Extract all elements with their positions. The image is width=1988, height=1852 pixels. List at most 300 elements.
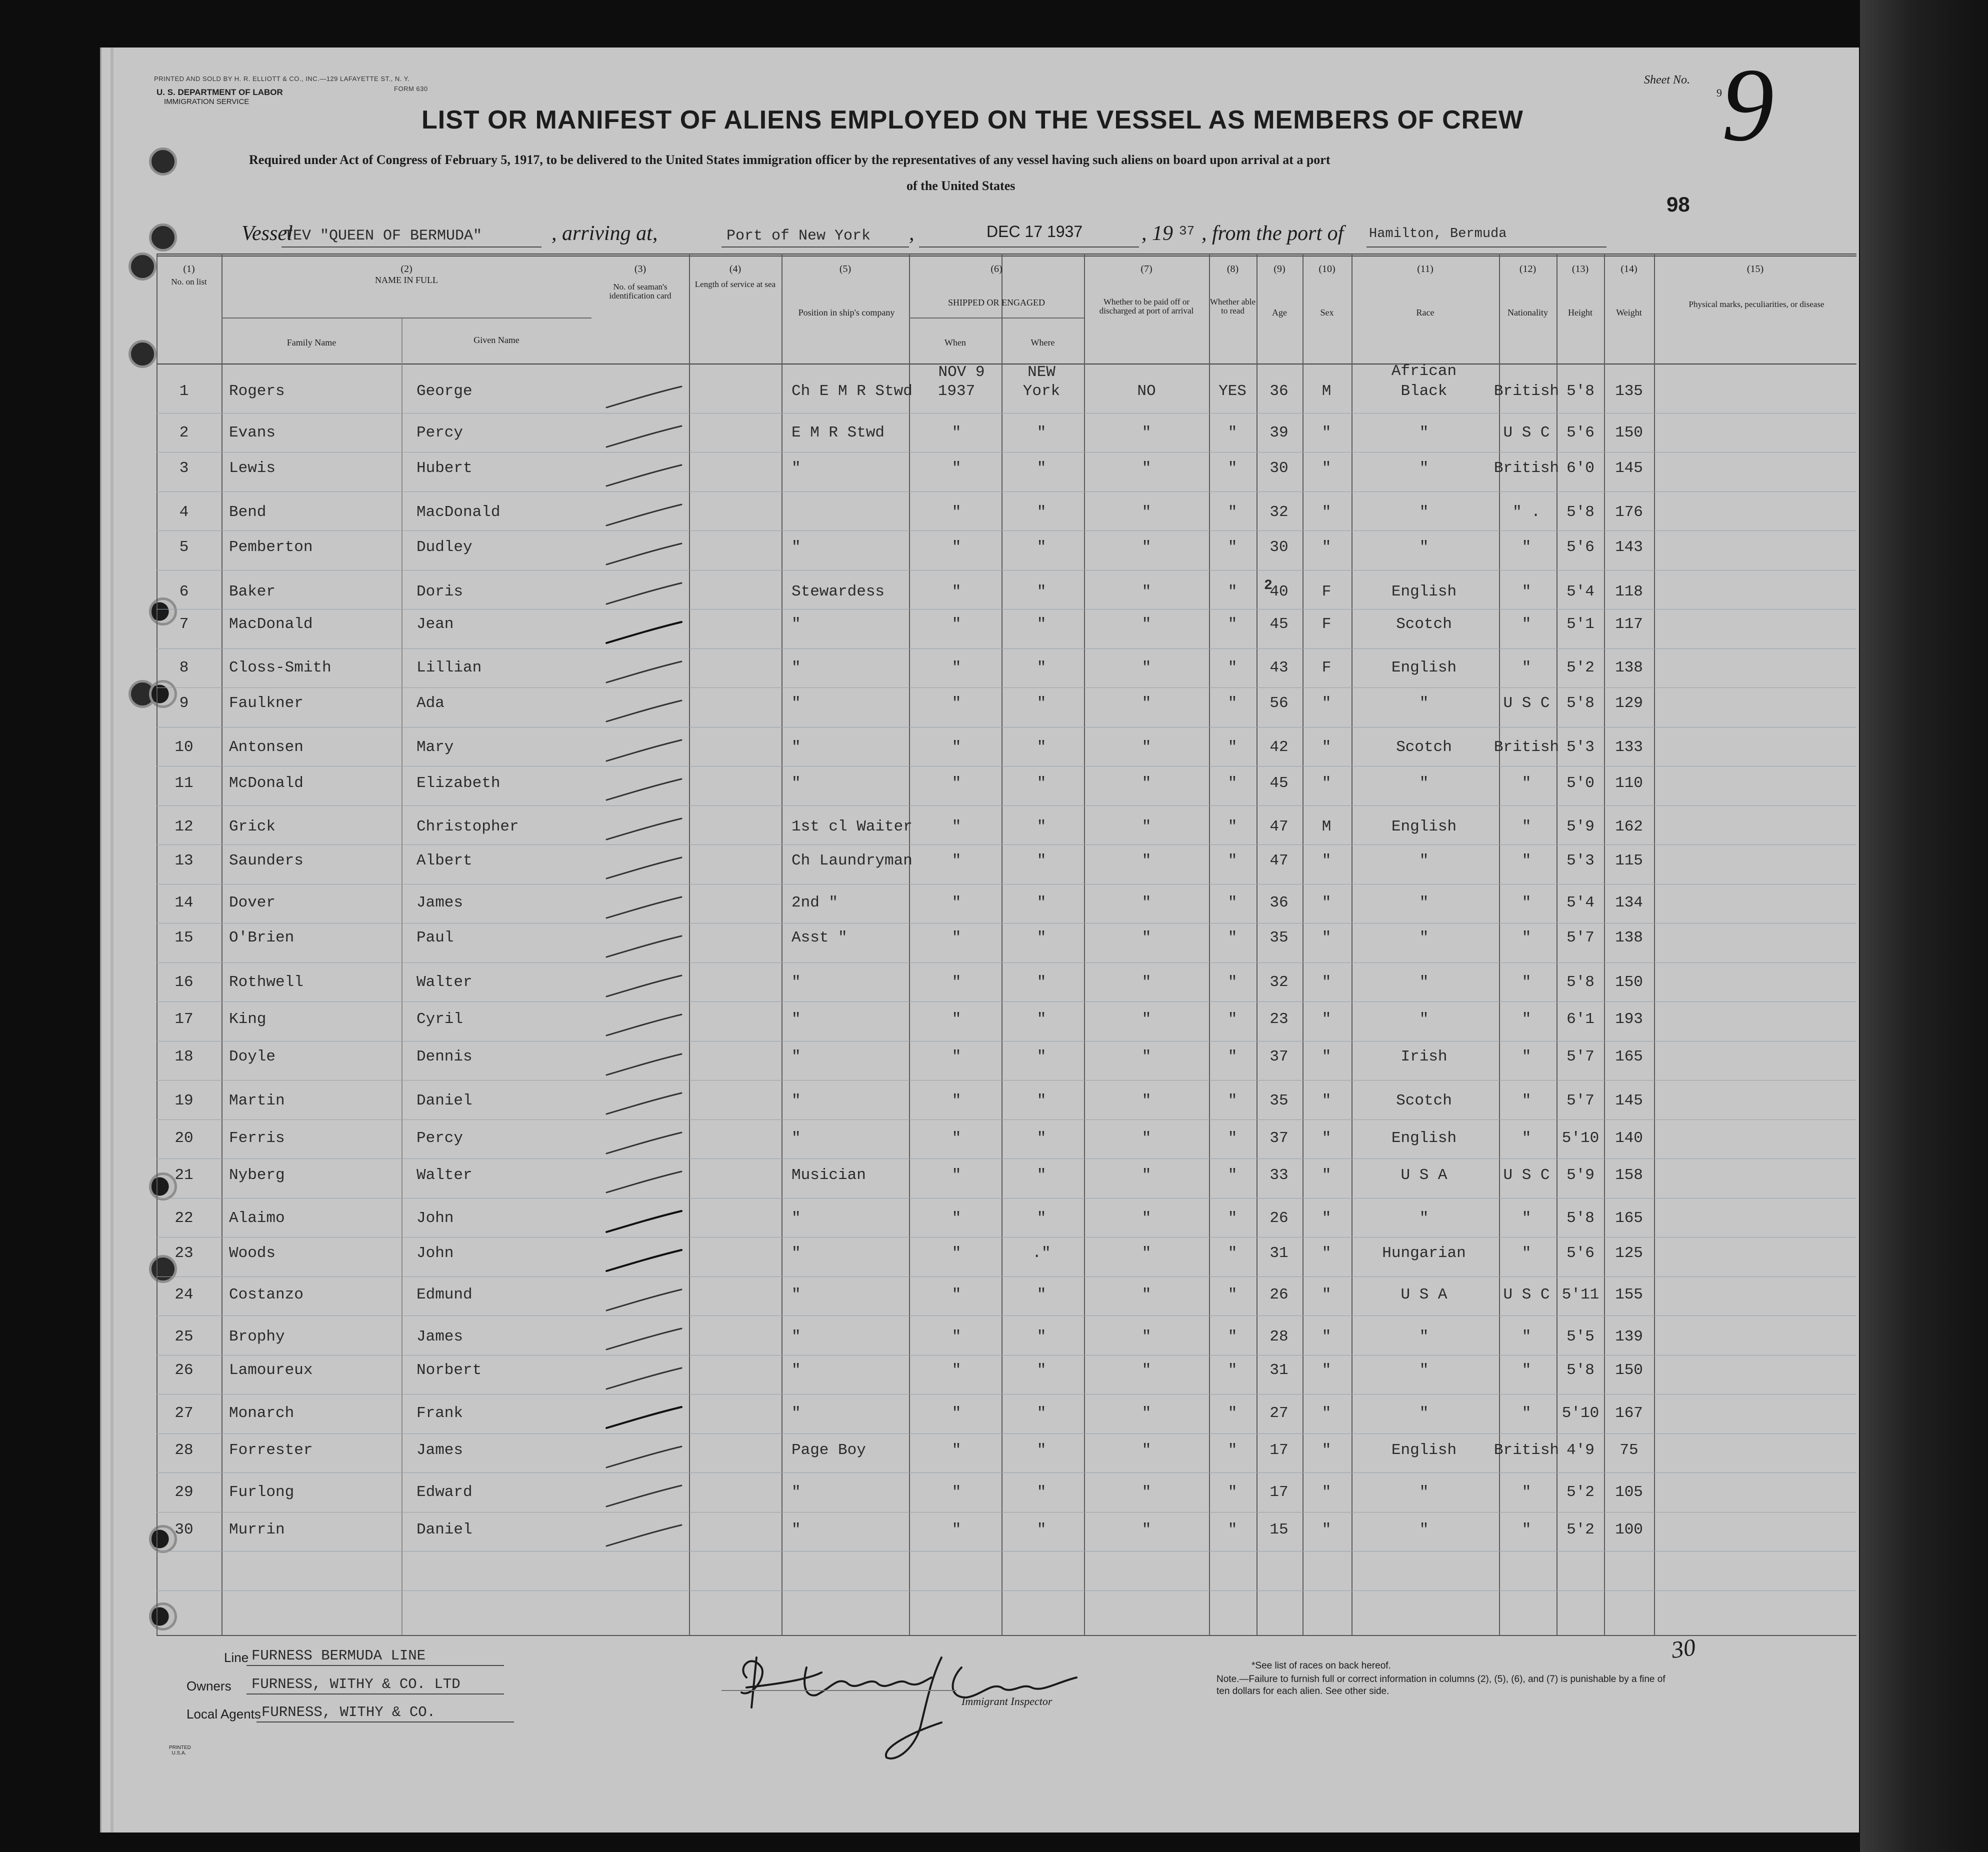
cell-position: " <box>792 1010 801 1028</box>
cell-nationality: " <box>1522 1010 1532 1028</box>
cell-row-number: 11 <box>174 774 194 792</box>
cell-position: " <box>792 1404 801 1422</box>
cell-weight: 193 <box>1615 1010 1643 1028</box>
cell-family-name: Rogers <box>229 382 285 400</box>
cell-position: Ch E M R Stwd <box>792 382 912 400</box>
cell-weight: 138 <box>1615 659 1643 676</box>
cell-sex: " <box>1322 1010 1332 1028</box>
cell-shipped-where: " <box>1036 1328 1046 1346</box>
cell-shipped-when: " <box>952 504 962 521</box>
cell-sex: F <box>1322 583 1332 600</box>
punch-hole <box>149 148 177 176</box>
cell-height: 5'8 <box>1566 974 1594 991</box>
cell-shipped-where: " <box>1036 1166 1046 1184</box>
column-number: (14) <box>1620 264 1638 274</box>
cell-able-to-read: " <box>1228 616 1238 633</box>
sex-header: Sex <box>1320 308 1334 318</box>
cell-height: 5'7 <box>1566 1092 1594 1110</box>
cell-paid-off: " <box>1142 1404 1152 1422</box>
paid-off-header: Whether to be paid off or discharged at port of arrival <box>1099 297 1194 316</box>
cell-height: 6'1 <box>1566 1010 1594 1028</box>
id-card-check-mark <box>602 893 686 923</box>
id-card-check-mark <box>602 1168 686 1198</box>
cell-given-name: Percy <box>416 424 464 442</box>
cell-shipped-when: " <box>952 1010 962 1028</box>
cell-given-name: Frank <box>416 1404 464 1422</box>
cell-nationality: British <box>1494 738 1560 756</box>
cell-weight: 158 <box>1615 1166 1643 1184</box>
cell-race: Scotch <box>1396 738 1452 756</box>
cell-nationality: " . <box>1512 504 1540 521</box>
cell-shipped-where: " <box>1036 1362 1046 1379</box>
vessel-name: TEV "QUEEN OF BERMUDA" <box>284 228 482 244</box>
cell-family-name: O'Brien <box>229 929 294 946</box>
cell-row-number: 3 <box>179 460 189 477</box>
id-card-check-mark <box>602 1128 686 1158</box>
cell-able-to-read: " <box>1228 1521 1238 1538</box>
cell-nationality: U S C <box>1503 424 1550 442</box>
cell-shipped-where: " <box>1036 1210 1046 1227</box>
cell-row-number: 15 <box>174 929 194 946</box>
cell-able-to-read: " <box>1228 659 1238 676</box>
cell-sex: " <box>1322 1244 1332 1262</box>
id-card-check-mark <box>602 1442 686 1472</box>
cell-sex: " <box>1322 538 1332 556</box>
cell-shipped-where: " <box>1036 1521 1046 1538</box>
cell-shipped-where: " <box>1036 1010 1046 1028</box>
cell-race: Irish <box>1400 1048 1448 1066</box>
cell-position: Musician <box>792 1166 866 1184</box>
cell-family-name: McDonald <box>229 774 304 792</box>
cell-position: Page Boy <box>792 1442 866 1459</box>
agents-label: Local Agents <box>186 1706 261 1722</box>
cell-sex: " <box>1322 852 1332 870</box>
cell-sex: " <box>1322 1286 1332 1304</box>
cell-row-number: 7 <box>179 616 189 633</box>
cell-shipped-when: " <box>952 460 962 477</box>
cell-family-name: Doyle <box>229 1048 276 1066</box>
cell-paid-off: " <box>1142 818 1152 836</box>
id-card-check-mark <box>602 1324 686 1354</box>
cell-able-to-read: " <box>1228 1010 1238 1028</box>
cell-able-to-read: " <box>1228 1328 1238 1346</box>
cell-given-name: John <box>416 1210 454 1227</box>
cell-paid-off: " <box>1142 1362 1152 1379</box>
cell-family-name: MacDonald <box>229 616 313 633</box>
id-card-check-mark <box>602 422 686 452</box>
cell-able-to-read: " <box>1228 460 1238 477</box>
cell-shipped-when: " <box>952 929 962 946</box>
cell-race: " <box>1419 694 1429 712</box>
cell-row-number: 9 <box>179 694 189 712</box>
cell-shipped-when: " <box>952 1442 962 1459</box>
cell-family-name: Ferris <box>229 1130 285 1147</box>
cell-paid-off: " <box>1142 894 1152 912</box>
cell-given-name: Lillian <box>416 659 482 676</box>
cell-weight: 129 <box>1615 694 1643 712</box>
cell-paid-off: " <box>1142 460 1152 477</box>
inspector-label: Immigrant Inspector <box>962 1695 1052 1708</box>
cell-age: 45 <box>1270 616 1288 633</box>
cell-weight: 75 <box>1620 1442 1638 1459</box>
cell-age: 15 <box>1270 1521 1288 1538</box>
cell-able-to-read: " <box>1228 538 1238 556</box>
cell-height: 5'10 <box>1562 1404 1600 1422</box>
cell-able-to-read: " <box>1228 974 1238 991</box>
cell-sex: M <box>1322 818 1332 836</box>
year-suffix: 37 <box>1179 224 1195 238</box>
cell-given-name: Walter <box>416 1166 472 1184</box>
id-card-check-mark <box>602 540 686 570</box>
cell-family-name: Dover <box>229 894 276 912</box>
cell-row-number: 24 <box>174 1286 194 1304</box>
cell-nationality: " <box>1522 583 1532 600</box>
cell-sex: " <box>1322 694 1332 712</box>
cell-position: E M R Stwd <box>792 424 885 442</box>
cell-paid-off: " <box>1142 659 1152 676</box>
cell-family-name: Martin <box>229 1092 285 1110</box>
cell-shipped-when: " <box>952 1244 962 1262</box>
cell-able-to-read: " <box>1228 504 1238 521</box>
row6-age-strike: 2 <box>1264 578 1272 594</box>
cell-weight: 125 <box>1615 1244 1643 1262</box>
cell-given-name: Dudley <box>416 538 472 556</box>
cell-family-name: Baker <box>229 583 276 600</box>
cell-age: 37 <box>1270 1048 1288 1066</box>
cell-shipped-where: " <box>1036 460 1046 477</box>
cell-sex: " <box>1322 1130 1332 1147</box>
cell-height: 5'8 <box>1566 382 1594 400</box>
cell-age: 33 <box>1270 1166 1288 1184</box>
cell-height: 5'7 <box>1566 929 1594 946</box>
cell-height: 5'2 <box>1566 659 1594 676</box>
cell-paid-off: " <box>1142 1521 1152 1538</box>
column-number: (4) <box>729 264 742 274</box>
cell-given-name: Edward <box>416 1484 472 1501</box>
id-card-check-mark <box>602 1286 686 1316</box>
cell-able-to-read: YES <box>1218 382 1246 400</box>
cell-given-name: George <box>416 382 472 400</box>
cell-age: 17 <box>1270 1442 1288 1459</box>
row1-where-top: NEW <box>1028 364 1056 381</box>
cell-able-to-read: " <box>1228 738 1238 756</box>
cell-family-name: Nyberg <box>229 1166 285 1184</box>
cell-paid-off: " <box>1142 424 1152 442</box>
cell-race: Hungarian <box>1382 1244 1466 1262</box>
cell-weight: 150 <box>1615 974 1643 991</box>
id-card-check-mark <box>602 1364 686 1394</box>
cell-given-name: Mary <box>416 738 454 756</box>
cell-weight: 165 <box>1615 1048 1643 1066</box>
cell-given-name: James <box>416 1328 464 1346</box>
cell-family-name: Bend <box>229 504 266 521</box>
cell-age: 40 <box>1270 583 1288 600</box>
cell-given-name: Christopher <box>416 818 519 836</box>
cell-paid-off: " <box>1142 583 1152 600</box>
cell-shipped-when: " <box>952 616 962 633</box>
race-header: Race <box>1416 308 1434 318</box>
cell-race: Scotch <box>1396 1092 1452 1110</box>
cell-race: U S A <box>1400 1286 1448 1304</box>
cell-row-number: 13 <box>174 852 194 870</box>
comma: , <box>909 222 914 245</box>
cell-nationality: U S C <box>1503 1286 1550 1304</box>
cell-nationality: " <box>1522 929 1532 946</box>
cell-age: 32 <box>1270 974 1288 991</box>
cell-nationality: " <box>1522 1521 1532 1538</box>
column-number: (9) <box>1274 264 1286 274</box>
cell-age: 43 <box>1270 659 1288 676</box>
cell-row-number: 30 <box>174 1521 194 1538</box>
column-number: (13) <box>1572 264 1589 274</box>
cell-given-name: Percy <box>416 1130 464 1147</box>
cell-given-name: Daniel <box>416 1092 472 1110</box>
cell-position: Ch Laundryman <box>792 852 912 870</box>
owners-value: FURNESS, WITHY & CO. LTD <box>252 1676 460 1692</box>
cell-family-name: Pemberton <box>229 538 313 556</box>
cell-shipped-when: " <box>952 894 962 912</box>
from-port: Hamilton, Bermuda <box>1369 226 1507 242</box>
cell-sex: " <box>1322 1362 1332 1379</box>
cell-height: 5'8 <box>1566 1210 1594 1227</box>
line-value: FURNESS BERMUDA LINE <box>252 1648 426 1664</box>
punch-hole <box>128 252 156 280</box>
cell-height: 5'6 <box>1566 1244 1594 1262</box>
cell-shipped-where: " <box>1036 929 1046 946</box>
cell-paid-off: " <box>1142 1166 1152 1184</box>
cell-shipped-where: " <box>1036 894 1046 912</box>
id-card-header: No. of seaman's identification card <box>609 282 672 300</box>
cell-shipped-when: " <box>952 1328 962 1346</box>
id-card-check-mark <box>602 1010 686 1040</box>
cell-position: " <box>792 1328 801 1346</box>
cell-row-number: 21 <box>174 1166 194 1184</box>
cell-sex: " <box>1322 1166 1332 1184</box>
cell-row-number: 1 <box>179 382 189 400</box>
cell-age: 17 <box>1270 1484 1288 1501</box>
owners-label: Owners <box>186 1678 232 1694</box>
cell-able-to-read: " <box>1228 1210 1238 1227</box>
id-card-check-mark <box>602 775 686 805</box>
cell-age: 31 <box>1270 1362 1288 1379</box>
arrival-date-stamp: DEC 17 1937 <box>986 222 1083 240</box>
id-card-check-mark <box>602 972 686 1002</box>
cell-able-to-read: " <box>1228 818 1238 836</box>
cell-given-name: John <box>416 1244 454 1262</box>
cell-position: " <box>792 1048 801 1066</box>
cell-height: 5'1 <box>1566 616 1594 633</box>
cell-paid-off: " <box>1142 1442 1152 1459</box>
cell-family-name: Woods <box>229 1244 276 1262</box>
cell-weight: 110 <box>1615 774 1643 792</box>
cell-weight: 133 <box>1615 738 1643 756</box>
cell-shipped-when: " <box>952 1484 962 1501</box>
position-header: Position in ship's company <box>798 308 895 318</box>
cell-family-name: Evans <box>229 424 276 442</box>
cell-shipped-when: " <box>952 1404 962 1422</box>
column-number: (15) <box>1746 264 1764 274</box>
cell-able-to-read: " <box>1228 583 1238 600</box>
cell-nationality: British <box>1494 460 1560 477</box>
cell-nationality: " <box>1522 894 1532 912</box>
cell-shipped-where: " <box>1036 538 1046 556</box>
cell-position: " <box>792 1521 801 1538</box>
cell-shipped-when: 1937 <box>938 382 976 400</box>
cell-position: " <box>792 460 801 477</box>
cell-nationality: " <box>1522 1484 1532 1501</box>
sheet-label: Sheet No. <box>1644 74 1690 86</box>
cell-nationality: " <box>1522 1048 1532 1066</box>
id-card-check-mark <box>602 500 686 530</box>
cell-nationality: " <box>1522 1130 1532 1147</box>
cell-position: 1st cl Waiter <box>792 818 912 836</box>
cell-paid-off: " <box>1142 1010 1152 1028</box>
column-number: (2) <box>400 264 412 274</box>
id-card-check-mark <box>602 1482 686 1512</box>
cell-weight: 105 <box>1615 1484 1643 1501</box>
cell-height: 5'7 <box>1566 1048 1594 1066</box>
department-name: U. S. DEPARTMENT OF LABOR <box>156 88 283 97</box>
cell-able-to-read: " <box>1228 852 1238 870</box>
cell-paid-off: " <box>1142 1210 1152 1227</box>
cell-weight: 150 <box>1615 1362 1643 1379</box>
cell-shipped-when: " <box>952 1286 962 1304</box>
cell-weight: 150 <box>1615 424 1643 442</box>
cell-shipped-where: " <box>1036 974 1046 991</box>
cell-position: " <box>792 1130 801 1147</box>
cell-given-name: Doris <box>416 583 464 600</box>
cell-shipped-where: " <box>1036 424 1046 442</box>
cell-family-name: Brophy <box>229 1328 285 1346</box>
vessel-label: Vessel <box>242 222 293 245</box>
cell-nationality: British <box>1494 1442 1560 1459</box>
cell-shipped-when: " <box>952 1166 962 1184</box>
cell-given-name: Paul <box>416 929 454 946</box>
cell-position: Stewardess <box>792 583 885 600</box>
id-card-check-mark <box>602 618 686 648</box>
cell-able-to-read: " <box>1228 1442 1238 1459</box>
cell-family-name: Rothwell <box>229 974 304 991</box>
cell-shipped-where: " <box>1036 1130 1046 1147</box>
cell-shipped-where: York <box>1022 382 1060 400</box>
cell-row-number: 26 <box>174 1362 194 1379</box>
cell-position: " <box>792 774 801 792</box>
cell-nationality: " <box>1522 659 1532 676</box>
cell-row-number: 5 <box>179 538 189 556</box>
cell-paid-off: " <box>1142 1130 1152 1147</box>
cell-height: 5'4 <box>1566 583 1594 600</box>
punch-hole <box>149 224 177 252</box>
cell-able-to-read: " <box>1228 929 1238 946</box>
cell-shipped-where: " <box>1036 1092 1046 1110</box>
cell-race: " <box>1419 1210 1429 1227</box>
cell-shipped-when: " <box>952 1048 962 1066</box>
cell-height: 5'3 <box>1566 738 1594 756</box>
cell-age: 26 <box>1270 1286 1288 1304</box>
cell-family-name: Monarch <box>229 1404 294 1422</box>
cell-able-to-read: " <box>1228 774 1238 792</box>
cell-row-number: 4 <box>179 504 189 521</box>
cell-sex: " <box>1322 1521 1332 1538</box>
cell-sex: " <box>1322 894 1332 912</box>
id-card-check-mark <box>602 696 686 726</box>
cell-position: " <box>792 659 801 676</box>
cell-shipped-where: " <box>1036 583 1046 600</box>
cell-height: 5'8 <box>1566 694 1594 712</box>
cell-nationality: " <box>1522 1362 1532 1379</box>
cell-shipped-where: " <box>1036 504 1046 521</box>
cell-shipped-when: " <box>952 818 962 836</box>
cell-race: English <box>1391 818 1457 836</box>
page-crease <box>110 48 114 1832</box>
cell-race: English <box>1391 659 1457 676</box>
inspector-signature <box>732 1648 1092 1778</box>
cell-height: 4'9 <box>1566 1442 1594 1459</box>
column-number: (6) <box>990 264 1002 274</box>
no-on-list-header: No. on list <box>171 277 207 286</box>
cell-nationality: " <box>1522 1092 1532 1110</box>
cell-paid-off: " <box>1142 1244 1152 1262</box>
printer-imprint: PRINTED AND SOLD BY H. R. ELLIOTT & CO., INC.—129 LAFAYETTE ST., N. Y. <box>154 75 410 82</box>
cell-race: " <box>1419 974 1429 991</box>
id-card-check-mark <box>602 814 686 844</box>
column-number: (1) <box>183 264 195 274</box>
cell-shipped-when: " <box>952 738 962 756</box>
id-card-check-mark <box>602 1246 686 1276</box>
cell-able-to-read: " <box>1228 1130 1238 1147</box>
id-card-check-mark <box>602 1403 686 1433</box>
cell-sex: " <box>1322 1092 1332 1110</box>
cell-age: 27 <box>1270 1404 1288 1422</box>
cell-row-number: 27 <box>174 1404 194 1422</box>
cell-able-to-read: " <box>1228 1404 1238 1422</box>
cell-family-name: Forrester <box>229 1442 313 1459</box>
row1-when-top: NOV 9 <box>938 364 985 381</box>
cell-shipped-when: " <box>952 774 962 792</box>
cell-nationality: " <box>1522 1404 1532 1422</box>
cell-paid-off: " <box>1142 1328 1152 1346</box>
cell-race: " <box>1419 460 1429 477</box>
cell-sex: " <box>1322 1484 1332 1501</box>
cell-position: " <box>792 1484 801 1501</box>
cell-paid-off: " <box>1142 1048 1152 1066</box>
cell-shipped-when: " <box>952 538 962 556</box>
cell-sex: " <box>1322 774 1332 792</box>
cell-family-name: Lamoureux <box>229 1362 313 1379</box>
cell-nationality: " <box>1522 774 1532 792</box>
cell-weight: 138 <box>1615 929 1643 946</box>
cell-race: Scotch <box>1396 616 1452 633</box>
penalty-note: Note.—Failure to furnish full or correct information in columns (2), (5), (6), and (7) is punishable by a fine of ten dollars for each alien. See other side. <box>1216 1674 1666 1696</box>
line-label: Line <box>224 1650 249 1665</box>
cell-race: " <box>1419 774 1429 792</box>
cell-sex: " <box>1322 1328 1332 1346</box>
cell-shipped-when: " <box>952 1210 962 1227</box>
stamp-number: 98 <box>1666 192 1690 216</box>
cell-position: " <box>792 616 801 633</box>
cell-weight: 100 <box>1615 1521 1643 1538</box>
cell-row-number: 14 <box>174 894 194 912</box>
cell-race: " <box>1419 538 1429 556</box>
cell-row-number: 25 <box>174 1328 194 1346</box>
cell-height: 5'5 <box>1566 1328 1594 1346</box>
cell-shipped-where: " <box>1036 1048 1046 1066</box>
id-card-check-mark <box>602 1050 686 1080</box>
sheet-number-handwritten: 9 <box>1722 47 1774 163</box>
cell-height: 6'0 <box>1566 460 1594 477</box>
cell-age: 39 <box>1270 424 1288 442</box>
cell-height: 5'11 <box>1562 1286 1600 1304</box>
